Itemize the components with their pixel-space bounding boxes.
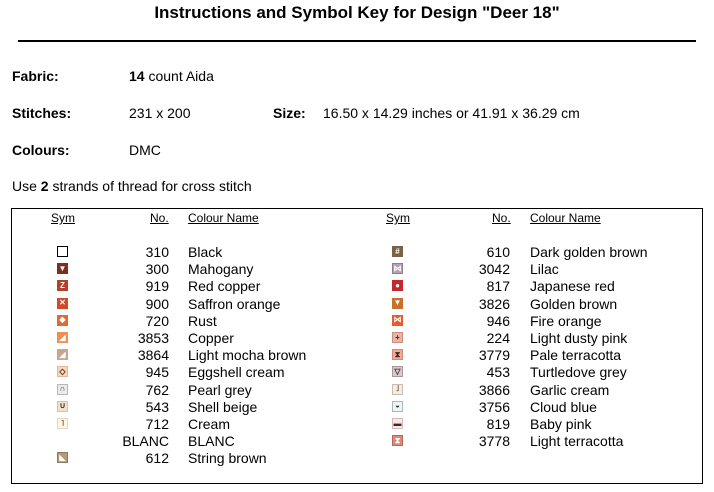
- colour-name: Garlic cream: [530, 381, 610, 398]
- stitches-value: 231 x 200: [129, 105, 191, 121]
- z-letter-icon: Z: [57, 280, 68, 291]
- bowtie-icon: ⋈: [393, 315, 402, 325]
- colour-name: Red copper: [188, 278, 261, 295]
- header-colour-name-right: Colour Name: [530, 211, 601, 225]
- dmc-number: 453: [486, 364, 510, 381]
- circle-icon: ●: [392, 280, 403, 291]
- dmc-number: 3778: [478, 433, 510, 450]
- header-sym-right: Sym: [386, 211, 410, 225]
- dmc-number: 3826: [478, 295, 510, 312]
- fabric-label: Fabric:: [12, 68, 59, 84]
- key-row: [0, 399, 714, 416]
- colour-name: Mahogany: [188, 261, 254, 278]
- dmc-number: 945: [145, 364, 169, 381]
- key-row: [0, 347, 714, 364]
- dmc-number: 819: [486, 416, 510, 432]
- colour-name: Cream: [188, 416, 231, 432]
- key-row: [0, 261, 714, 278]
- diagonal-triangle-icon: ◣: [57, 452, 68, 463]
- dmc-number: 3779: [478, 347, 510, 364]
- colour-name: Copper: [188, 330, 234, 346]
- colour-name: Pale terracotta: [530, 347, 622, 364]
- corner-triangle-icon: ◢: [57, 332, 68, 343]
- hook-icon: ˥: [57, 418, 68, 429]
- table-bottom-rule: [11, 483, 703, 484]
- down-triangle-icon: ▼: [393, 298, 402, 308]
- header-no-right: No.: [492, 211, 511, 225]
- dmc-number: 300: [145, 261, 169, 278]
- bowtie-icon: ⋈: [393, 263, 402, 273]
- dmc-number: 610: [486, 244, 510, 260]
- cup-icon: ∪: [57, 401, 68, 412]
- strands-pre: Use: [12, 178, 37, 194]
- colour-name: Saffron orange: [188, 295, 281, 312]
- hollow-triangle-icon: ▽: [392, 366, 403, 377]
- header-colour-name-left: Colour Name: [188, 211, 259, 225]
- dmc-number: BLANC: [122, 433, 169, 450]
- corner-icon: ˩: [392, 384, 403, 395]
- hourglass-icon: ⧗: [392, 435, 403, 446]
- colour-name: Dark golden brown: [530, 244, 648, 260]
- dmc-number: 817: [486, 278, 510, 295]
- header-sym-left: Sym: [51, 211, 75, 225]
- colour-name: Japanese red: [530, 278, 615, 295]
- colour-name: Rust: [188, 312, 217, 329]
- colour-name: BLANC: [188, 433, 235, 450]
- colour-name: Fire orange: [530, 312, 602, 329]
- hourglass-icon: ⧗: [392, 349, 403, 360]
- dmc-number: 3866: [478, 381, 510, 398]
- hollow-diamond-icon: ◇: [57, 366, 68, 377]
- dmc-number: 310: [145, 244, 169, 260]
- key-row: [0, 433, 714, 450]
- colour-name: Light mocha brown: [188, 347, 307, 364]
- size-label: Size:: [273, 105, 306, 121]
- dmc-number: 919: [145, 278, 169, 295]
- dmc-number: 946: [486, 312, 510, 329]
- colours-value: DMC: [129, 142, 161, 158]
- bar-icon: ▬: [393, 418, 402, 428]
- key-row: [0, 313, 714, 330]
- title-rule: [18, 40, 696, 42]
- key-row: [0, 296, 714, 313]
- fabric-count: 14: [129, 68, 145, 84]
- dmc-number: 900: [145, 295, 169, 312]
- colour-name: Light dusty pink: [530, 330, 628, 346]
- size-value: 16.50 x 14.29 inches or 41.91 x 36.29 cm: [323, 105, 580, 121]
- key-row: [0, 382, 714, 399]
- header-no-left: No.: [150, 211, 169, 225]
- dark-triangle-icon: ◢: [57, 349, 68, 360]
- plus-icon: +: [392, 332, 403, 343]
- colour-name: Shell beige: [188, 398, 258, 415]
- arch-icon: ∩: [57, 384, 68, 395]
- half-circle-icon: ◒: [392, 401, 403, 412]
- dmc-number: 3853: [137, 330, 169, 346]
- stitches-label: Stitches:: [12, 105, 72, 121]
- key-row: [0, 364, 714, 381]
- key-row: [0, 330, 714, 347]
- cross-icon: ✕: [57, 298, 68, 309]
- page-title: Instructions and Symbol Key for Design "Deer 18": [154, 3, 560, 22]
- key-row: [0, 450, 714, 467]
- colour-name: Cloud blue: [530, 398, 597, 415]
- fabric-type: count Aida: [148, 68, 214, 84]
- diamond-icon: ◆: [57, 315, 68, 326]
- dmc-number: 762: [145, 381, 169, 398]
- fabric-value: [129, 68, 214, 84]
- colour-name: Black: [188, 244, 223, 260]
- colour-name: Light terracotta: [530, 433, 624, 450]
- dmc-number: 3864: [137, 347, 169, 364]
- dmc-number: 612: [145, 450, 169, 467]
- colour-name: String brown: [188, 450, 267, 467]
- strands-count: 2: [40, 178, 49, 194]
- colour-name: Eggshell cream: [188, 364, 285, 381]
- colour-name: Baby pink: [530, 416, 592, 432]
- dmc-number: 224: [486, 330, 510, 346]
- down-triangle-icon: ▼: [58, 263, 67, 273]
- key-row: [0, 416, 714, 433]
- key-row: [0, 278, 714, 295]
- dmc-number: 3042: [478, 261, 510, 278]
- dmc-number: 3756: [478, 398, 510, 415]
- hash-icon: #: [392, 246, 403, 257]
- dmc-number: 543: [145, 398, 169, 415]
- colour-name: Lilac: [530, 261, 559, 278]
- strands-instruction: [12, 178, 252, 194]
- key-row: [0, 244, 714, 261]
- colour-name: Turtledove grey: [530, 364, 627, 381]
- colour-name: Pearl grey: [188, 381, 252, 398]
- dmc-number: 720: [145, 312, 169, 329]
- colours-label: Colours:: [12, 142, 70, 158]
- strands-post: strands of thread for cross stitch: [52, 178, 252, 194]
- dmc-number: 712: [145, 416, 169, 432]
- colour-name: Golden brown: [530, 295, 618, 312]
